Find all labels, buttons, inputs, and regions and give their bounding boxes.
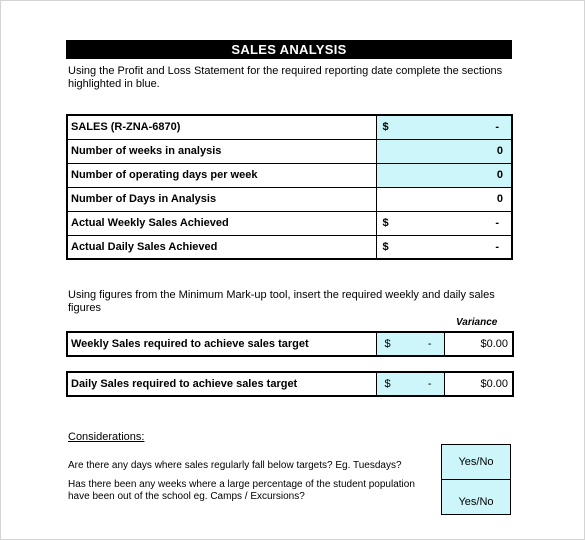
days-in-analysis-value: 0: [376, 187, 512, 211]
weeks-input-cell[interactable]: 0: [376, 139, 512, 163]
mid-instructions: Using figures from the Minimum Mark-up tool, insert the required weekly and daily sales figures: [68, 289, 495, 314]
daily-target-value: -: [427, 378, 432, 390]
table-row: [67, 372, 513, 396]
row-label-daily-sales: Actual Daily Sales Achieved: [67, 235, 376, 259]
weekly-sales-cell: [376, 211, 512, 235]
consideration-question-1: Are there any days where sales regularly fall below targets? Eg. Tuesdays?: [68, 460, 402, 471]
table-row: [67, 139, 512, 163]
currency-symbol: $: [382, 121, 389, 134]
row-label-weeks: Number of weeks in analysis: [67, 139, 376, 163]
row-label-operating-days: Number of operating days per week: [67, 163, 376, 187]
weekly-target-table: [66, 331, 514, 357]
daily-sales-value: -: [495, 240, 499, 253]
weekly-variance-value: $0.00: [444, 332, 513, 356]
table-row: [67, 235, 512, 259]
sales-summary-table: [66, 114, 513, 260]
daily-target-table: [66, 371, 514, 397]
currency-symbol: $: [382, 240, 389, 253]
table-row: [67, 332, 513, 356]
variance-header: Variance: [456, 317, 498, 328]
table-row: [67, 115, 512, 139]
table-row: [67, 163, 512, 187]
currency-symbol: $: [384, 378, 391, 390]
table-row: [67, 211, 512, 235]
operating-days-input-cell[interactable]: 0: [376, 163, 512, 187]
sheet-title: SALES ANALYSIS: [66, 40, 512, 59]
weekly-sales-value: -: [495, 217, 499, 229]
daily-variance-value: $0.00: [444, 372, 513, 396]
table-row: [67, 187, 512, 211]
sales-value: -: [495, 121, 499, 134]
answer-2-cell[interactable]: Yes/No: [441, 479, 511, 515]
sales-input-cell[interactable]: [376, 115, 512, 139]
weekly-target-input-cell[interactable]: [376, 332, 444, 356]
daily-target-input-cell[interactable]: [376, 372, 444, 396]
currency-symbol: $: [384, 338, 391, 350]
currency-symbol: $: [382, 217, 389, 229]
row-label-sales: SALES (R-ZNA-6870): [67, 115, 376, 139]
row-label-days-in-analysis: Number of Days in Analysis: [67, 187, 376, 211]
daily-target-label: Daily Sales required to achieve sales target: [67, 372, 376, 396]
weekly-target-value: -: [427, 338, 432, 350]
weekly-target-label: Weekly Sales required to achieve sales target: [67, 332, 376, 356]
consideration-question-2: Has there been any weeks where a large percentage of the student population have been out of the school eg. Camps / Excursions?: [68, 479, 415, 502]
answer-1-cell[interactable]: Yes/No: [441, 444, 511, 480]
considerations-heading: Considerations:: [68, 431, 145, 443]
intro-instructions: Using the Profit and Loss Statement for the required reporting date complete the sections highlighted in blue.: [68, 65, 503, 90]
daily-sales-cell: [376, 235, 512, 259]
row-label-weekly-sales: Actual Weekly Sales Achieved: [67, 211, 376, 235]
